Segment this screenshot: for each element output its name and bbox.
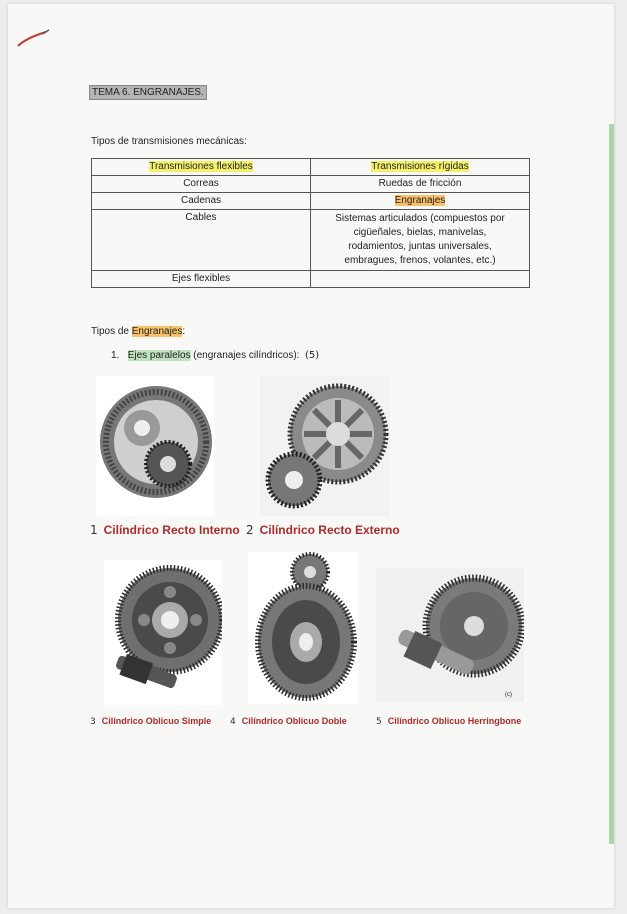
- table-cell: Ruedas de fricción: [311, 176, 530, 193]
- gear-photo-internal: [96, 376, 214, 516]
- caption-4: [230, 716, 347, 727]
- handwritten-note: (5): [305, 350, 320, 361]
- table-cell: Ejes flexibles: [92, 271, 311, 288]
- caption-number: 3: [90, 717, 96, 727]
- table-cell: Cadenas: [92, 193, 311, 210]
- table-cell: Cables: [92, 210, 311, 271]
- table-row: [92, 210, 530, 271]
- list-highlight: Ejes paralelos: [127, 350, 191, 361]
- table-cell: Sistemas articulados (compuestos por cigüeñales, bielas, manivelas, rodamientos, juntas universales, embragues, frenos, volantes, etc.): [311, 210, 530, 271]
- list-number: 1.: [111, 350, 120, 361]
- table-header-cell: [92, 159, 311, 176]
- gear-photo-external: [260, 376, 390, 516]
- table-row: [92, 193, 530, 210]
- caption-number: 4: [230, 717, 236, 727]
- caption-3: [90, 716, 211, 727]
- types-heading: [91, 326, 185, 337]
- table-row: [92, 271, 530, 288]
- header-rigidas: Transmisiones rígidas: [371, 161, 469, 172]
- caption-2: [246, 523, 400, 537]
- caption-label: Cilíndrico Recto Interno: [103, 523, 240, 537]
- intro-text: Tipos de transmisiones mecánicas:: [91, 136, 247, 147]
- caption-number: 2: [246, 523, 254, 537]
- caption-1: [90, 523, 240, 537]
- document-title: TEMA 6. ENGRANAJES.: [89, 85, 207, 100]
- engranajes-highlight: Engranajes: [394, 195, 446, 206]
- table-header-cell: [311, 159, 530, 176]
- table-row: [92, 176, 530, 193]
- list-item: [111, 350, 319, 361]
- figure-label: (c): [505, 692, 512, 698]
- header-flexibles: Transmisiones flexibles: [149, 161, 253, 172]
- caption-5: [376, 716, 521, 727]
- document-page: [8, 4, 614, 908]
- pen-mark-icon: [16, 28, 52, 50]
- gear-photo-helical-simple: [104, 560, 222, 705]
- caption-label: Cilíndrico Oblicuo Simple: [101, 716, 212, 726]
- caption-label: Cilíndrico Oblicuo Herringbone: [387, 716, 522, 726]
- types-heading-highlight: Engranajes: [131, 326, 183, 337]
- table-header-row: [92, 159, 530, 176]
- caption-number: 5: [376, 717, 382, 727]
- caption-label: Cilíndrico Recto Externo: [259, 523, 400, 537]
- gear-photo-herringbone: [376, 568, 524, 702]
- types-heading-prefix: Tipos de: [91, 326, 132, 337]
- transmissions-table: [91, 158, 530, 288]
- table-cell: [311, 271, 530, 288]
- page-edge-decoration: [609, 124, 614, 844]
- gear-photo-helical-double: [248, 552, 358, 704]
- types-heading-suffix: :: [182, 326, 186, 337]
- caption-label: Cilíndrico Oblicuo Doble: [241, 716, 347, 726]
- table-cell: [311, 193, 530, 210]
- caption-number: 1: [90, 523, 98, 537]
- table-cell: Correas: [92, 176, 311, 193]
- list-text: (engranajes cilíndricos):: [193, 350, 300, 361]
